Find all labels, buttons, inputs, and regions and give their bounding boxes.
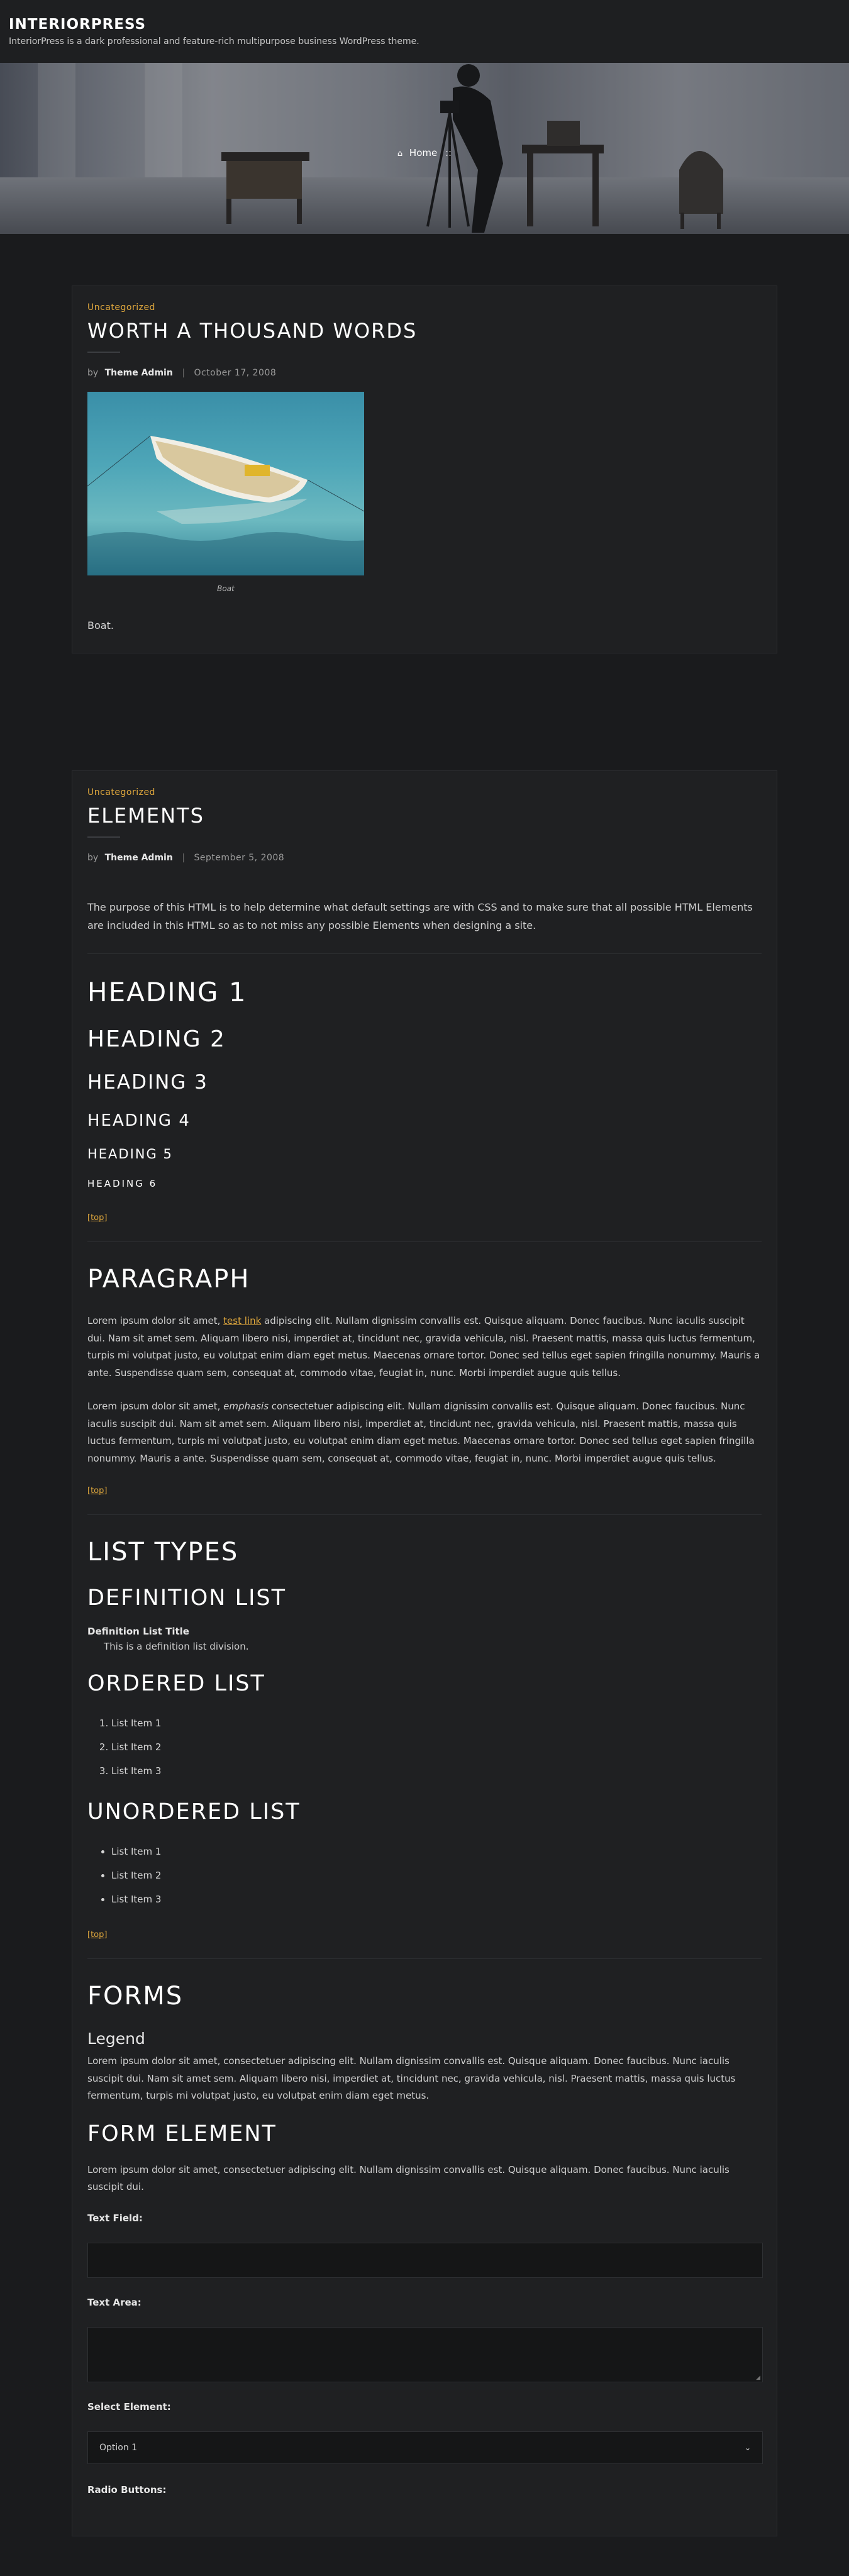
boat-image — [87, 392, 364, 575]
post-author[interactable]: Theme Admin — [104, 853, 173, 863]
section-divider — [87, 1241, 762, 1242]
breadcrumb — [0, 147, 849, 158]
radio-buttons-label: Radio Buttons: — [87, 2484, 167, 2496]
post-title[interactable]: ELEMENTS — [87, 804, 204, 828]
breadcrumb-home-link[interactable]: Home — [409, 147, 438, 158]
list-item: 1. List Item 1 — [111, 1711, 762, 1735]
title-underline — [87, 352, 120, 353]
unordered-list — [111, 1840, 762, 1911]
back-to-top-link[interactable]: [top] — [87, 1213, 108, 1223]
paragraph-text: adipiscing elit. Nullam dignissim convallis est. Quisque aliquam. Donec faucibus. Nunc iaculis suscipit dui. Nam sit amet sem. Aliquam libero nisi, imperdiet at, tincidunt nec, gravida vehicula, nisl. Praesent mattis, massa quis luctus fermentum, turpis mi volutpat justo, eu volutpat enim diam eget metus. Maecenas ornare tortor. Donec sed tellus eget sapien fringilla nonummy. Mauris a ante. Suspendisse quam sem, consequat at, commodo vitae, feugiat in, nunc. Morbi imperdiet augue quis tellus. — [87, 1315, 760, 1379]
paragraph-1 — [87, 1313, 762, 1382]
text-field-label: Text Field: — [87, 2212, 143, 2224]
text-area-label: Text Area: — [87, 2296, 142, 2308]
text-field-input[interactable] — [87, 2243, 763, 2278]
site-header — [0, 0, 849, 63]
meta-divider: | — [182, 368, 185, 378]
heading-3: HEADING 3 — [87, 1071, 208, 1094]
select-element[interactable] — [87, 2431, 763, 2464]
heading-1: HEADING 1 — [87, 977, 247, 1008]
definition-list-title: DEFINITION LIST — [87, 1585, 286, 1611]
definition-description: This is a definition list division. — [104, 1641, 249, 1652]
paragraph-text: consectetuer adipiscing elit. Nullam dignissim convallis est. Quisque aliquam. Donec faucibus. Nunc iaculis suscipit dui. Nam sit amet sem. Aliquam libero nisi, imperdiet at, tincidunt nec, gravida vehicula, nisl. Praesent mattis, massa quis luctus fermentum, turpis mi volutpat justo, eu volutpat enim diam eget metus. Maecenas ornare tortor. Donec sed tellus eget sapien fringilla nonummy. Mauris a ante. Suspendisse quam sem, consequat at, commodo vitae, feugiat in, nunc. Morbi imperdiet augue quis tellus. — [87, 1401, 755, 1464]
post-meta — [87, 368, 762, 378]
site-title[interactable]: INTERIORPRESS — [9, 16, 147, 33]
list-types-title: LIST TYPES — [87, 1538, 239, 1567]
paragraph-title: PARAGRAPH — [87, 1265, 250, 1294]
section-divider — [87, 953, 762, 954]
forms-title: FORMS — [87, 1982, 184, 2011]
post-title[interactable]: WORTH A THOUSAND WORDS — [87, 319, 418, 343]
select-value: Option 1 — [99, 2442, 138, 2453]
post-author[interactable]: Theme Admin — [104, 368, 173, 378]
legend-text: Lorem ipsum dolor sit amet, consectetuer adipiscing elit. Nullam dignissim convallis est. Quisque aliquam. Donec faucibus. Nunc iaculis suscipit dui. Nam sit amet sem. Aliquam libero nisi, imperdiet at, tincidunt nec, gravida vehicula, nisl. Praesent mattis, massa quis luctus fermentum, turpis mi volutpat justo, eu volutpat enim diam eget metus. — [87, 2055, 736, 2101]
hero-banner — [0, 63, 849, 234]
test-link[interactable]: test link — [223, 1315, 262, 1326]
chevron-down-icon: ⌄ — [744, 2443, 751, 2452]
main-content — [0, 234, 849, 2536]
post-excerpt: Boat. — [87, 619, 114, 631]
ordered-list-title: ORDERED LIST — [87, 1671, 265, 1696]
by-label: by — [87, 368, 99, 378]
post-card — [72, 770, 777, 2536]
post-intro: The purpose of this HTML is to help determine what default settings are with CSS and to make sure that all possible HTML Elements are included in this HTML so as to not miss any possible Elements when designing a site. — [87, 901, 753, 931]
site-description: InteriorPress is a dark professional and feature-rich multipurpose business WordPress theme. — [9, 36, 419, 47]
paragraph-text: Lorem ipsum dolor sit amet, — [87, 1401, 224, 1412]
ordered-list — [111, 1711, 762, 1783]
home-icon: ⌂ — [397, 149, 403, 158]
select-element-label: Select Element: — [87, 2401, 171, 2412]
heading-6: HEADING 6 — [87, 1178, 158, 1189]
heading-2: HEADING 2 — [87, 1026, 226, 1052]
section-divider — [87, 1958, 762, 1959]
emphasis-text: emphasis — [223, 1401, 269, 1412]
post-date[interactable]: October 17, 2008 — [194, 368, 277, 378]
back-to-top-link[interactable]: [top] — [87, 1486, 108, 1496]
post-meta — [87, 853, 762, 863]
definition-term: Definition List Title — [87, 1626, 189, 1637]
boat-illustration — [87, 392, 364, 575]
paragraph-text: Lorem ipsum dolor sit amet, — [87, 1315, 224, 1326]
post-figure — [87, 392, 364, 593]
post-category[interactable]: Uncategorized — [87, 787, 155, 797]
section-divider — [87, 1514, 762, 1515]
by-label: by — [87, 853, 99, 863]
form-element-text: Lorem ipsum dolor sit amet, consectetuer adipiscing elit. Nullam dignissim convallis est. Quisque aliquam. Donec faucibus. Nunc iaculis suscipit dui. — [87, 2163, 730, 2192]
paragraph-2 — [87, 1398, 762, 1467]
list-item: • List Item 2 — [111, 1863, 762, 1887]
list-item: 3. List Item 3 — [111, 1759, 762, 1783]
heading-4: HEADING 4 — [87, 1111, 191, 1130]
post-card — [72, 286, 777, 653]
fieldset-legend: Legend — [87, 2029, 145, 2048]
breadcrumb-separator: :: — [445, 147, 452, 158]
text-area-input[interactable] — [87, 2327, 763, 2382]
list-item: • List Item 3 — [111, 1887, 762, 1911]
list-item: 2. List Item 2 — [111, 1735, 762, 1759]
back-to-top-link[interactable]: [top] — [87, 1930, 108, 1940]
list-item: • List Item 1 — [111, 1840, 762, 1863]
form-element-title: FORM ELEMENT — [87, 2121, 277, 2146]
hero-floor — [0, 177, 849, 234]
unordered-list-title: UNORDERED LIST — [87, 1799, 301, 1824]
heading-5: HEADING 5 — [87, 1146, 173, 1162]
meta-divider: | — [182, 853, 185, 863]
title-underline — [87, 836, 120, 838]
post-date[interactable]: September 5, 2008 — [194, 853, 285, 863]
post-category[interactable]: Uncategorized — [87, 303, 155, 313]
image-caption: Boat — [217, 584, 235, 593]
